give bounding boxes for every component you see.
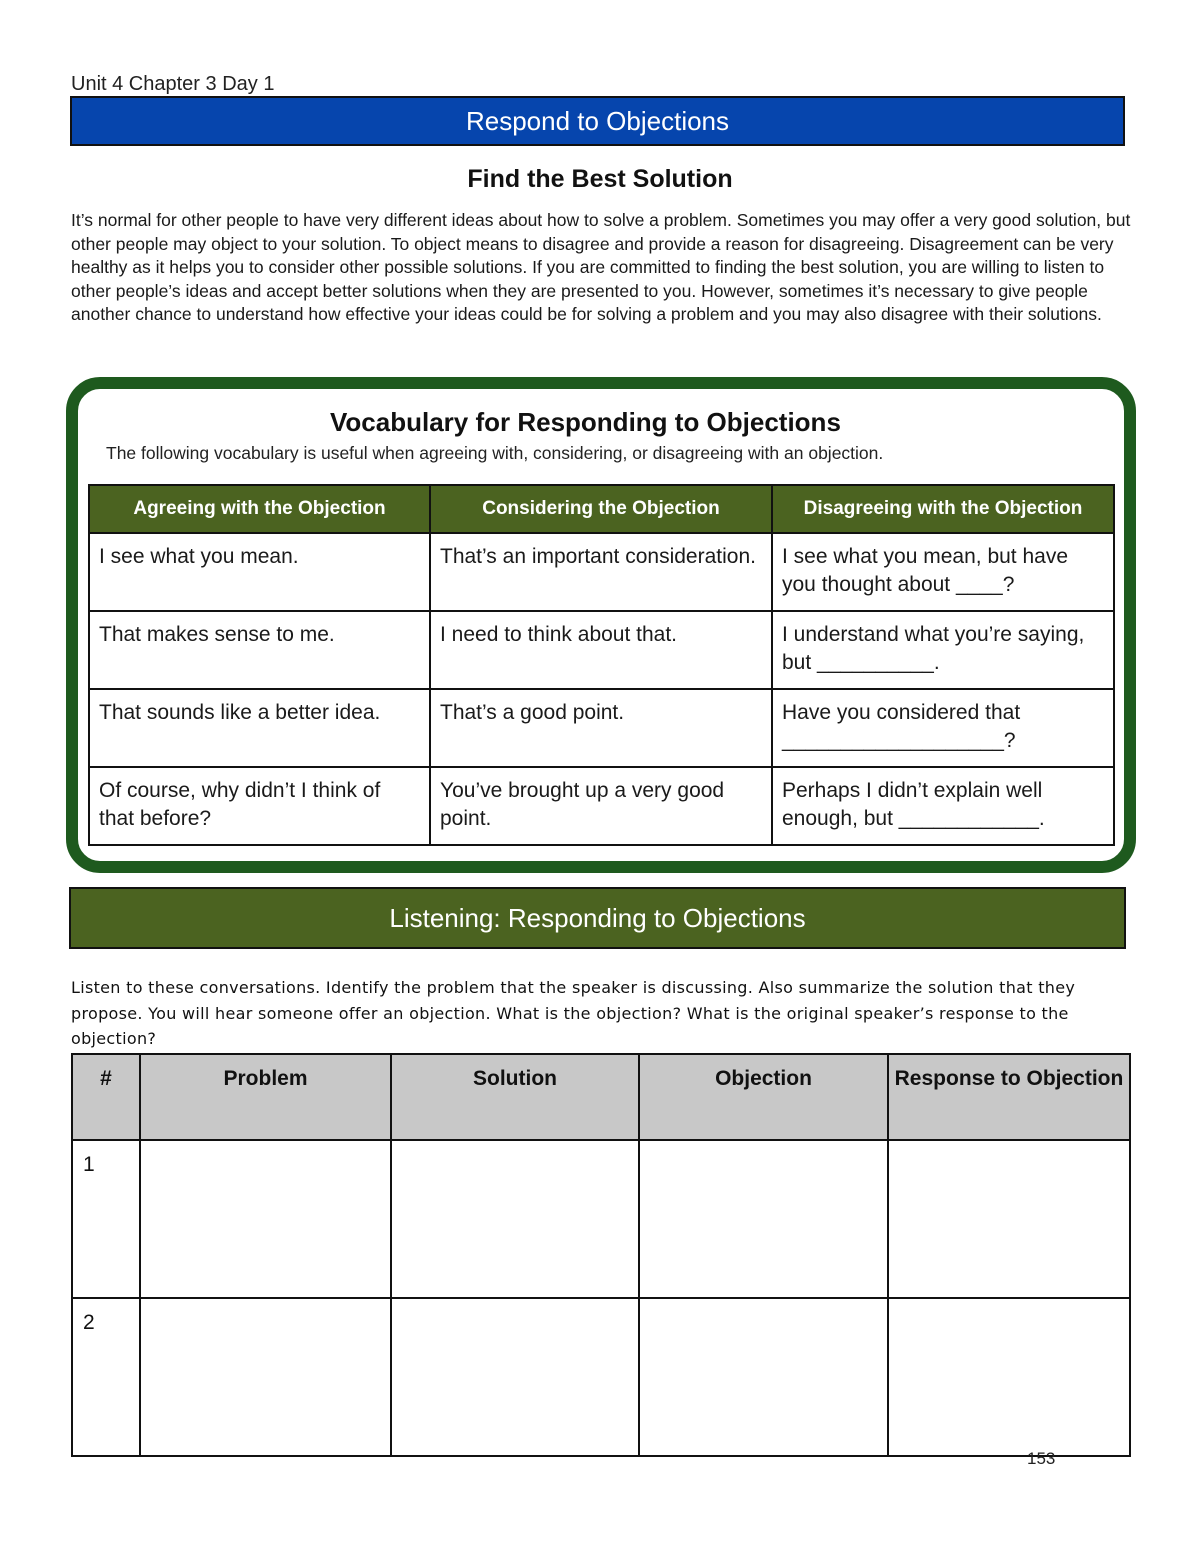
vocab-cell: That’s an important consideration. — [430, 533, 772, 611]
vocab-cell: Of course, why didn’t I think of that before? — [89, 767, 430, 845]
listening-table — [71, 1053, 1131, 1457]
listening-banner — [69, 887, 1126, 949]
listening-header-row — [72, 1054, 1130, 1140]
response-cell[interactable] — [888, 1298, 1130, 1456]
vocab-cell: That’s a good point. — [430, 689, 772, 767]
listening-row — [72, 1298, 1130, 1456]
vocab-subtitle: The following vocabulary is useful when agreeing with, considering, or disagreeing with an objection. — [106, 443, 884, 463]
vocab-title: Vocabulary for Responding to Objections — [330, 407, 841, 437]
response-cell[interactable] — [888, 1140, 1130, 1298]
respond-banner-title: Respond to Objections — [465, 105, 730, 136]
respond-banner — [70, 96, 1125, 146]
vocab-row — [89, 533, 1114, 611]
problem-cell[interactable] — [140, 1140, 391, 1298]
vocab-cell: You’ve brought up a very good point. — [430, 767, 772, 845]
vocab-table — [88, 484, 1115, 846]
vocab-header-row — [89, 485, 1114, 533]
intro-paragraph: It’s normal for other people to have very different ideas about how to solve a problem. Sometimes you may offer a very good solution, but other people may object to your solution. To object means to disagree and provide a reason for disagreeing. Disagreement can be very healthy as it helps you to consider other possible solutions. If you are committed to finding the best solution, you are willing to listen to other people’s ideas and accept better solutions when they are presented to you. However, sometimes it’s necessary to give people another chance to understand how effective your ideas could be for solving a problem and you may also disagree with their solutions. — [71, 210, 1131, 324]
page-number: 153 — [1027, 1449, 1056, 1468]
row-number: 1 — [72, 1140, 140, 1298]
vocab-header-disagreeing: Disagreeing with the Objection — [772, 485, 1114, 533]
listening-header-problem: Problem — [140, 1054, 391, 1140]
vocab-cell: That makes sense to me. — [89, 611, 430, 689]
listening-instructions: Listen to these conversations. Identify the problem that the speaker is discussing. Also summarize the solution that they propose. You will hear someone offer an objection. What is the objection? What is the original speaker’s response to the objection? — [71, 978, 1076, 1048]
vocab-header-considering: Considering the Objection — [430, 485, 772, 533]
listening-header-objection: Objection — [639, 1054, 888, 1140]
solution-cell[interactable] — [391, 1140, 639, 1298]
problem-cell[interactable] — [140, 1298, 391, 1456]
objection-cell[interactable] — [639, 1140, 888, 1298]
solution-cell[interactable] — [391, 1298, 639, 1456]
listening-banner-title: Listening: Responding to Objections — [389, 902, 806, 933]
listening-header-solution: Solution — [391, 1054, 639, 1140]
vocab-row — [89, 767, 1114, 845]
listening-header-number: # — [72, 1054, 140, 1140]
listening-header-response: Response to Objection — [888, 1054, 1130, 1140]
section-title: Find the Best Solution — [467, 165, 733, 193]
row-number: 2 — [72, 1298, 140, 1456]
vocab-cell: Have you considered that ___________________? — [772, 689, 1114, 767]
vocab-cell: I see what you mean, but have you thought about ____? — [772, 533, 1114, 611]
vocab-row — [89, 611, 1114, 689]
vocab-row — [89, 689, 1114, 767]
listening-row — [72, 1140, 1130, 1298]
vocab-header-agreeing: Agreeing with the Objection — [89, 485, 430, 533]
unit-label: Unit 4 Chapter 3 Day 1 — [71, 73, 275, 95]
vocab-cell: I understand what you’re saying, but __________. — [772, 611, 1114, 689]
vocab-cell: That sounds like a better idea. — [89, 689, 430, 767]
objection-cell[interactable] — [639, 1298, 888, 1456]
vocab-cell: I need to think about that. — [430, 611, 772, 689]
vocab-cell: Perhaps I didn’t explain well enough, but ____________. — [772, 767, 1114, 845]
vocab-cell: I see what you mean. — [89, 533, 430, 611]
